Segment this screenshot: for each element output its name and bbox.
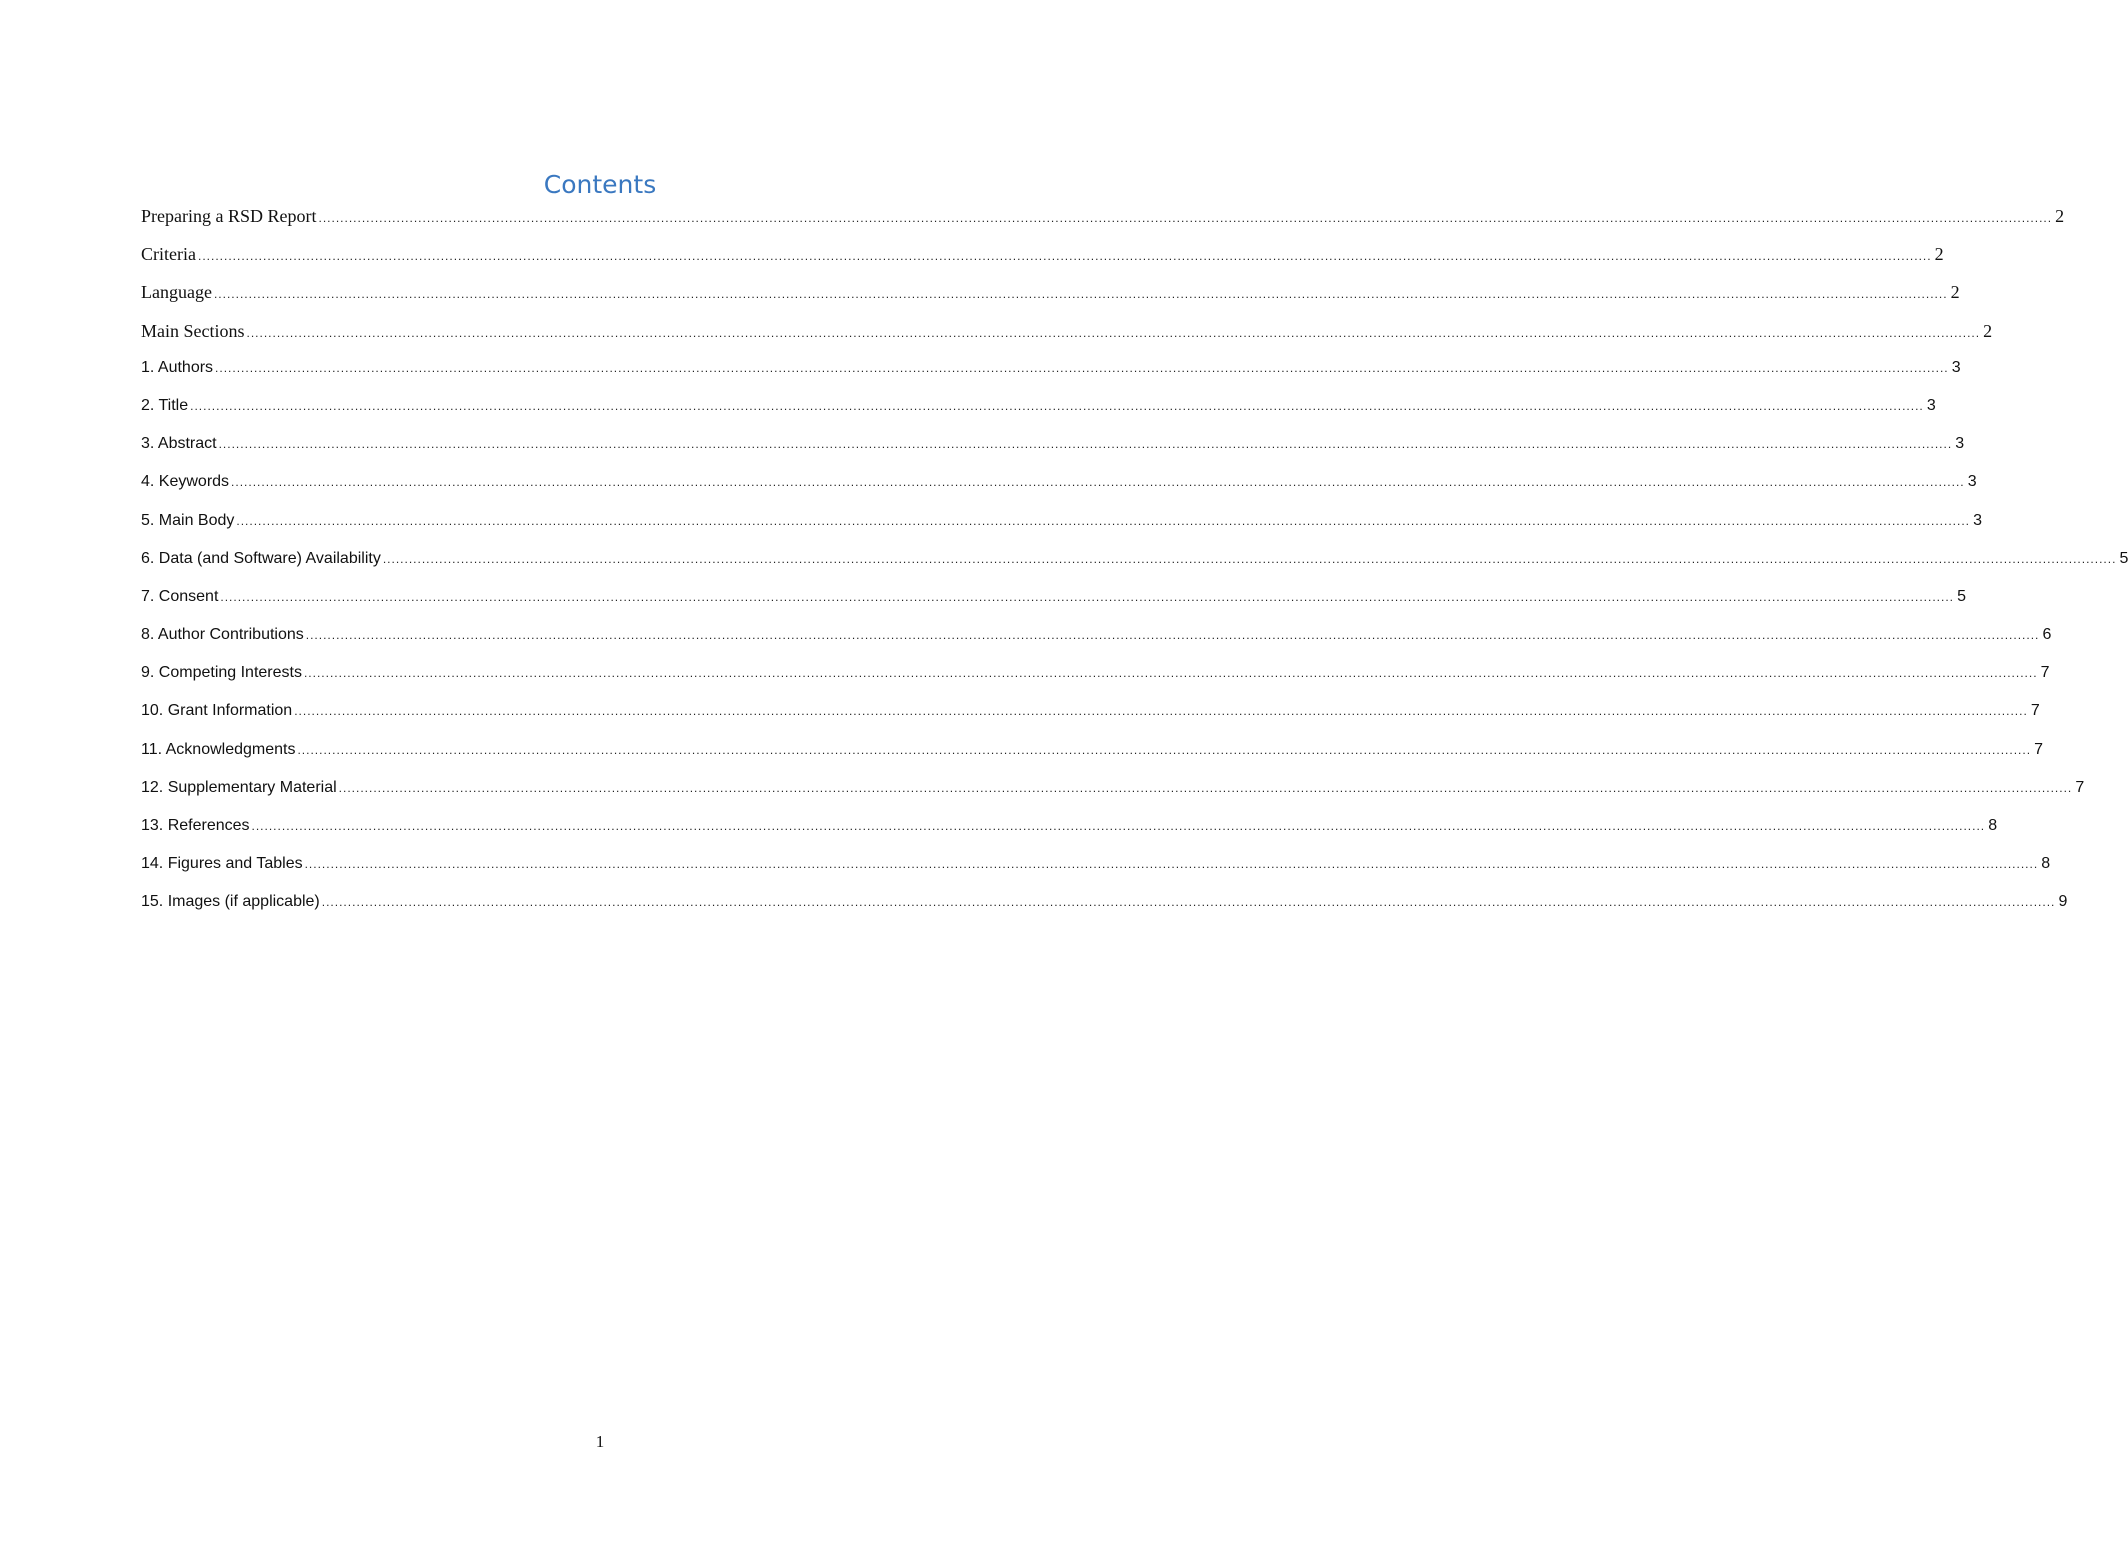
toc-entry-label: 14. Figures and Tables	[141, 855, 303, 873]
toc-entry-label: 15. Images (if applicable)	[141, 893, 320, 911]
toc-entry-page-number: 3	[1973, 511, 1982, 529]
toc-entry-page-number: 2	[1983, 320, 1993, 341]
table-of-contents	[141, 206, 2128, 932]
toc-entry[interactable]	[141, 396, 1936, 435]
toc-dot-leader: ................................................................................................................................................................................................................................................................................................................................................................................................................	[231, 475, 1965, 490]
toc-entry-page-number: 9	[2058, 893, 2068, 911]
toc-dot-leader: ................................................................................................................................................................................................................................................................................................................................................................................................................	[294, 704, 2028, 719]
toc-entry-page-number: 7	[2075, 778, 2085, 796]
toc-entry-page-number: 7	[2040, 664, 2050, 682]
toc-entry-label: 12. Supplementary Material	[141, 778, 337, 796]
toc-entry-label: Main Sections	[141, 320, 245, 341]
toc-entry[interactable]	[141, 282, 1960, 320]
toc-dot-leader: ................................................................................................................................................................................................................................................................................................................................................................................................................	[303, 666, 2038, 681]
toc-entry[interactable]	[141, 358, 1961, 397]
toc-entry-page-number: 8	[1988, 817, 1998, 834]
toc-entry[interactable]	[141, 206, 2065, 244]
toc-entry[interactable]	[141, 435, 1965, 473]
toc-dot-leader: ................................................................................................................................................................................................................................................................................................................................................................................................................	[321, 895, 2056, 910]
toc-entry[interactable]	[141, 778, 2085, 817]
toc-entry-label: 7. Consent	[141, 587, 219, 605]
toc-entry-page-number: 7	[2034, 740, 2044, 758]
toc-entry-page-number: 3	[1955, 435, 1965, 453]
toc-entry-label: 9. Competing Interests	[141, 664, 302, 682]
toc-entry[interactable]	[141, 320, 1993, 359]
toc-entry[interactable]	[141, 664, 2050, 702]
toc-entry-label: Language	[141, 282, 212, 303]
toc-entry-page-number: 3	[1951, 358, 1961, 376]
toc-dot-leader: ................................................................................................................................................................................................................................................................................................................................................................................................................	[190, 398, 1924, 413]
toc-entry-page-number: 6	[2042, 626, 2052, 644]
toc-entry-label: 8. Author Contributions	[141, 626, 304, 644]
toc-entry-page-number: 7	[2030, 702, 2040, 720]
toc-entry[interactable]	[141, 549, 2128, 588]
toc-entry-label: 3. Abstract	[141, 435, 217, 453]
toc-entry-label: 11. Acknowledgments	[141, 740, 296, 758]
toc-dot-leader: ................................................................................................................................................................................................................................................................................................................................................................................................................	[305, 628, 2040, 643]
toc-dot-leader: ................................................................................................................................................................................................................................................................................................................................................................................................................	[382, 551, 2117, 566]
toc-entry-label: 4. Keywords	[141, 473, 230, 491]
toc-entry-label: 6. Data (and Software) Availability	[141, 549, 381, 567]
toc-entry-label: 10. Grant Information	[141, 702, 293, 720]
toc-entry[interactable]	[141, 740, 2044, 779]
toc-dot-leader: ................................................................................................................................................................................................................................................................................................................................................................................................................	[218, 437, 1953, 452]
toc-entry-page-number: 2	[1934, 244, 1944, 265]
toc-entry[interactable]	[141, 473, 1977, 511]
toc-entry-page-number: 8	[2041, 855, 2051, 873]
toc-entry[interactable]	[141, 587, 1966, 626]
page-number: 1	[595, 1432, 605, 1451]
toc-entry[interactable]	[141, 817, 1998, 855]
toc-entry-label: 2. Title	[141, 396, 189, 414]
toc-dot-leader: ................................................................................................................................................................................................................................................................................................................................................................................................................	[304, 857, 2039, 872]
toc-entry-page-number: 5	[1957, 587, 1966, 605]
toc-entry-label: 1. Authors	[141, 358, 214, 376]
toc-dot-leader: ................................................................................................................................................................................................................................................................................................................................................................................................................	[246, 325, 1981, 340]
toc-entry-page-number: 2	[1950, 282, 1960, 303]
toc-entry-page-number: 3	[1926, 396, 1936, 414]
toc-entry[interactable]	[141, 893, 2068, 931]
toc-dot-leader: ................................................................................................................................................................................................................................................................................................................................................................................................................	[236, 513, 1970, 528]
toc-dot-leader: ................................................................................................................................................................................................................................................................................................................................................................................................................	[251, 819, 1986, 833]
toc-dot-leader: ................................................................................................................................................................................................................................................................................................................................................................................................................	[297, 742, 2032, 757]
toc-dot-leader: ................................................................................................................................................................................................................................................................................................................................................................................................................	[318, 211, 2053, 225]
toc-title: Contents	[543, 170, 657, 199]
toc-entry[interactable]	[141, 626, 2052, 664]
toc-entry-page-number: 2	[2055, 206, 2065, 226]
toc-entry-page-number: 5	[2119, 549, 2128, 567]
toc-dot-leader: ................................................................................................................................................................................................................................................................................................................................................................................................................	[215, 360, 1949, 375]
toc-entry[interactable]	[141, 855, 2051, 893]
toc-entry-label: 13. References	[141, 817, 250, 834]
toc-dot-leader: ................................................................................................................................................................................................................................................................................................................................................................................................................	[338, 780, 2073, 795]
toc-entry-page-number: 3	[1967, 473, 1977, 491]
toc-dot-leader: ................................................................................................................................................................................................................................................................................................................................................................................................................	[220, 589, 1954, 604]
toc-entry-label: Criteria	[141, 244, 196, 265]
toc-entry[interactable]	[141, 702, 2040, 740]
toc-dot-leader: ................................................................................................................................................................................................................................................................................................................................................................................................................	[197, 249, 1932, 264]
toc-entry-label: Preparing a RSD Report	[141, 206, 317, 226]
toc-entry[interactable]	[141, 511, 1982, 550]
toc-dot-leader: ................................................................................................................................................................................................................................................................................................................................................................................................................	[213, 287, 1948, 302]
toc-entry-label: 5. Main Body	[141, 511, 235, 529]
toc-entry[interactable]	[141, 244, 1944, 282]
